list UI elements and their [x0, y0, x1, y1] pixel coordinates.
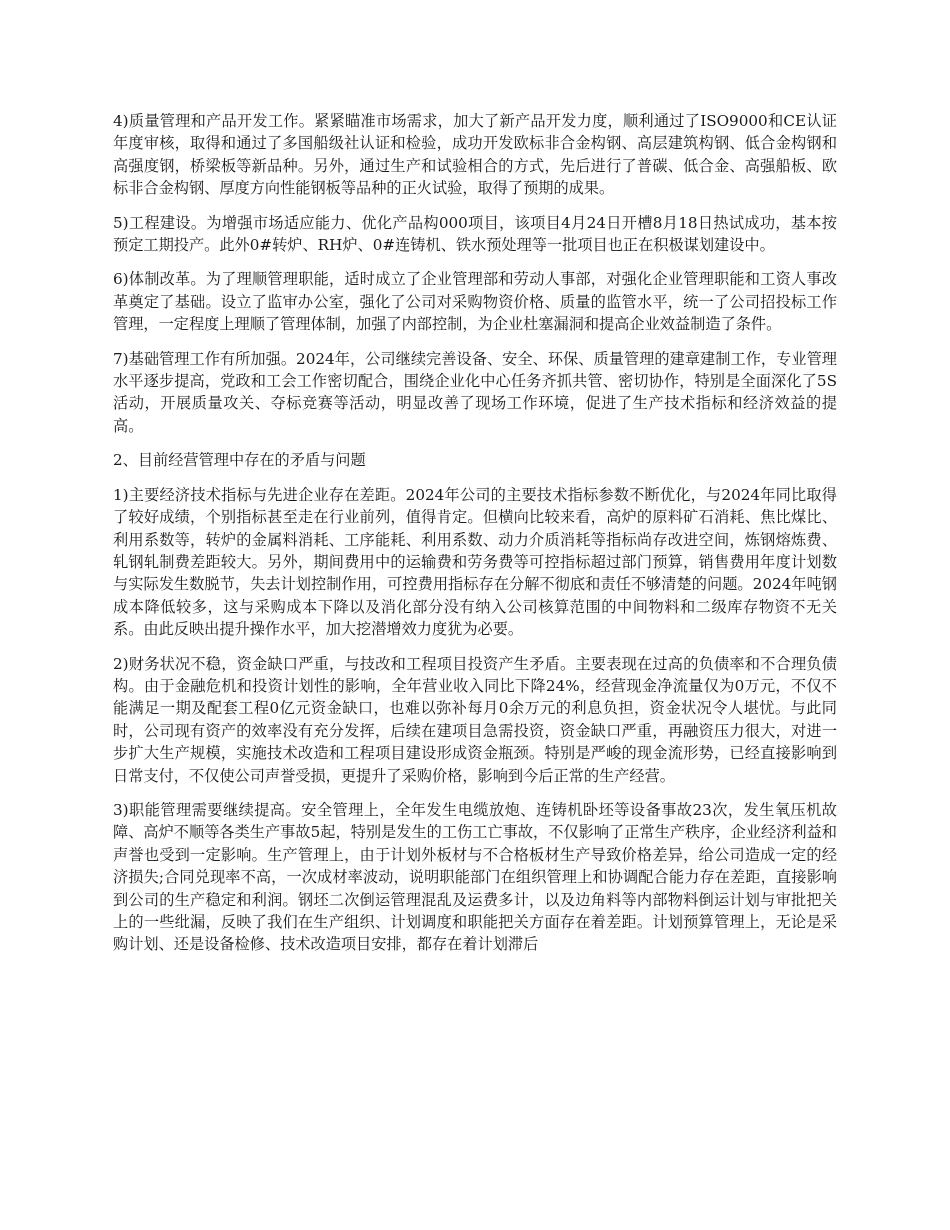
paragraph-financial-status: 2)财务状况不稳，资金缺口严重，与技改和工程项目投资产生矛盾。主要表现在过高的负债率和不合理负债构。由于金融危机和投资计划性的影响，全年营业收入同比下降24%，经营现金净流量仅为0万元，不仅不能满足一期及配套工程0亿元资金缺口，也难以弥补每月0余万元的利息负担，资金状况令人堪忧。与此同时，公司现有资产的效率没有充分发挥，后续在建项目急需投资，资金缺口严重，再融资压力很大，对进一步扩大生产规模，实施技术改造和工程项目建设形成资金瓶颈。特别是严峻的现金流形势，已经直接影响到日常支付，不仅使公司声誉受损，更提升了采购价格，影响到今后正常的生产经营。: [113, 654, 837, 785]
document-body: [113, 110, 837, 968]
paragraph-technical-indicators: 1)主要经济技术指标与先进企业存在差距。2024年公司的主要技术指标参数不断优化，与2024年同比取得了较好成绩，个别指标甚至走在行业前列，值得肯定。但横向比较来看，高炉的原料矿石消耗、焦比煤比、利用系数等，转炉的金属料消耗、工序能耗、利用系数、动力介质消耗等指标尚存改进空间，炼钢熔炼费、轧钢轧制费差距较大。另外，期间费用中的运输费和劳务费等可控指标超过部门预算，销售费用年度计划数与实际发生数脱节，失去计划控制作用，可控费用指标存在分解不彻底和责任不够清楚的问题。2024年吨钢成本降低较多，这与采购成本下降以及消化部分没有纳入公司核算范围的中间物料和二级库存物资不无关系。由此反映出提升操作水平，加大挖潜增效力度犹为必要。: [113, 485, 837, 639]
paragraph-engineering-construction: 5)工程建设。为增强市场适应能力、优化产品构000项目，该项目4月24日开槽8月18日热试成功，基本按预定工期投产。此外0#转炉、RH炉、0#连铸机、铁水预处理等一批项目也正在积极谋划建设中。: [113, 213, 837, 255]
paragraph-quality-management: 4)质量管理和产品开发工作。紧紧瞄准市场需求，加大了新产品开发力度，顺利通过了ISO9000和CE认证年度审核，取得和通过了多国船级社认证和检验，成功开发欧标非合金构钢、高层建筑构钢、低合金构钢和高强度钢，桥梁板等新品种。另外，通过生产和试验相合的方式，先后进行了普碳、低合金、高强船板、欧标非合金构钢、厚度方向性能钢板等品种的正火试验，取得了预期的成果。: [113, 112, 837, 198]
paragraph-basic-management: 7)基础管理工作有所加强。2024年，公司继续完善设备、安全、环保、质量管理的建章建制工作，专业管理水平逐步提高，党政和工会工作密切配合，围绕企业化中心任务齐抓共管、密切协作，特别是全面深化了5S活动，开展质量攻关、夺标竞赛等活动，明显改善了现场工作环境，促进了生产技术指标和经济效益的提高。: [113, 349, 837, 435]
section-heading: 2、目前经营管理中存在的矛盾与问题: [113, 451, 366, 470]
paragraph-system-reform: 6)体制改革。为了理顺管理职能，适时成立了企业管理部和劳动人事部，对强化企业管理职能和工资人事改革奠定了基础。设立了监审办公室，强化了公司对采购物资价格、质量的监管水平，统一了公司招投标工作管理，一定程度上理顺了管理体制，加强了内部控制，为企业杜塞漏洞和提高企业效益制造了条件。: [113, 270, 837, 334]
paragraph-functional-management: 3)职能管理需要继续提高。安全管理上，全年发生电缆放炮、连铸机卧坯等设备事故23次，发生氧压机故障、高炉不顺等各类生产事故5起，特别是发生的工伤工亡事故，不仅影响了正常生产秩序，企业经济利益和声誉也受到一定影响。生产管理上，由于计划外板材与不合格板材生产导致价格差异，给公司造成一定的经济损失;合同兑现率不高，一次成材率波动，说明职能部门在组织管理上和协调配合能力存在差距，直接影响到公司的生产稳定和利润。钢坯二次倒运管理混乱及运费多计，以及边角料等内部物料倒运计划与审批把关上的一些纰漏，反映了我们在生产组织、计划调度和职能把关方面存在着差距。计划预算管理上，无论是采购计划、还是设备检修、技术改造项目安排，都存在着计划滞后: [113, 800, 837, 954]
